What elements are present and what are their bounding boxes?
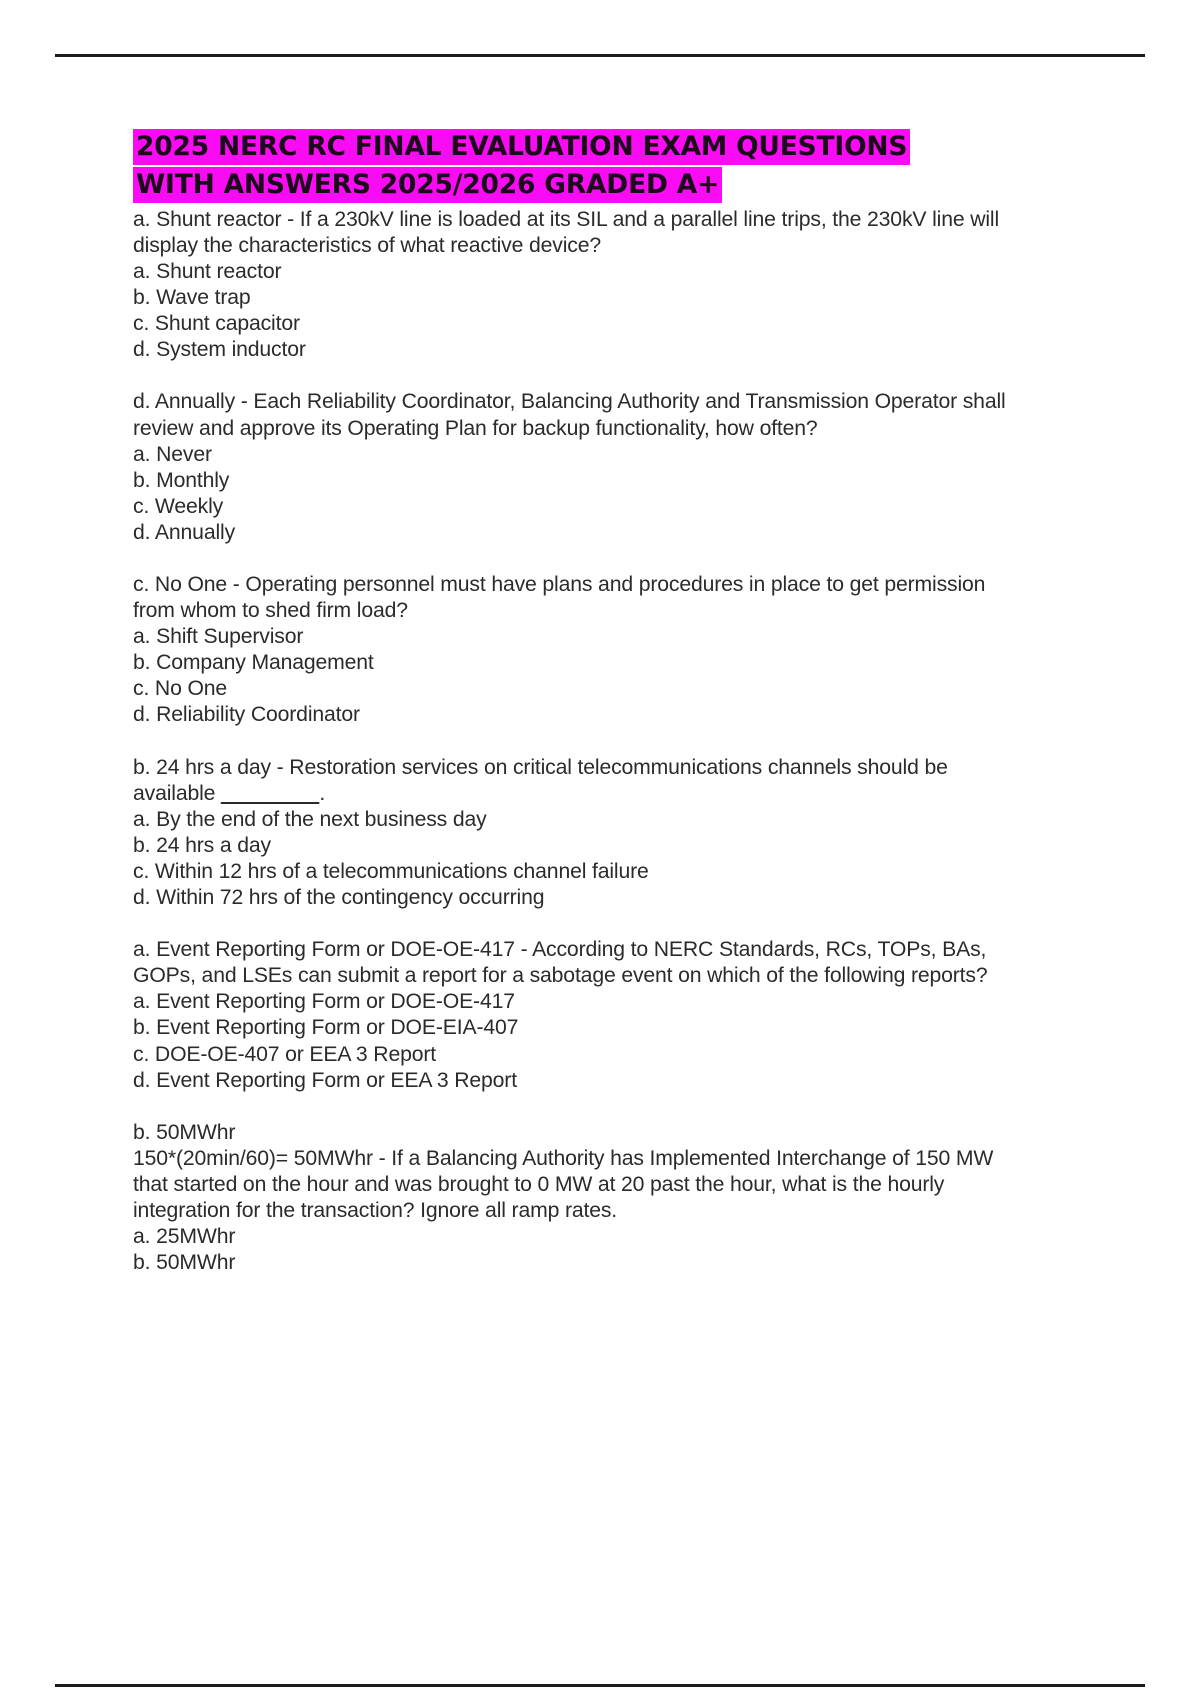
question-block-5 bbox=[133, 937, 1013, 1094]
question-block-2 bbox=[133, 389, 1013, 546]
question-4-option-d: d. Within 72 hrs of the contingency occurring bbox=[133, 886, 545, 910]
question-block-3 bbox=[133, 572, 1013, 729]
question-6-option-a: a. 25MWhr bbox=[133, 1225, 236, 1249]
title-line-2-row bbox=[133, 168, 1013, 202]
question-2-option-d: d. Annually bbox=[133, 520, 236, 544]
spacer-2 bbox=[133, 546, 1013, 572]
title-line-2: WITH ANSWERS 2025/2026 GRADED A+ bbox=[133, 167, 722, 203]
page-bottom-rule bbox=[55, 1684, 1145, 1687]
question-3-option-a: a. Shift Supervisor bbox=[133, 625, 304, 649]
question-5-option-d: d. Event Reporting Form or EEA 3 Report bbox=[133, 1068, 517, 1092]
question-2-option-b: b. Monthly bbox=[133, 468, 230, 492]
question-1-option-d: d. System inductor bbox=[133, 338, 306, 362]
question-2-option-c: c. Weekly bbox=[133, 494, 224, 518]
spacer-4 bbox=[133, 911, 1013, 937]
question-4-answer-stem bbox=[133, 755, 1013, 807]
question-5-answer-stem: a. Event Reporting Form or DOE-OE-417 - According to NERC Standards, RCs, TOPs, BAs, GOPs, and LSEs can submit a report for a sabotage event on which of the following reports? bbox=[133, 938, 988, 988]
question-5-option-b: b. Event Reporting Form or DOE-EIA-407 bbox=[133, 1016, 519, 1040]
question-1-option-a: a. Shunt reactor bbox=[133, 260, 282, 284]
page-top-rule bbox=[55, 54, 1145, 57]
question-block-4 bbox=[133, 755, 1013, 912]
question-1-answer-stem: a. Shunt reactor - If a 230kV line is loaded at its SIL and a parallel line trips, the 230kV line will display the characteristics of what reactive device? bbox=[133, 207, 1000, 257]
title-line-1: 2025 NERC RC FINAL EVALUATION EXAM QUESTIONS bbox=[133, 129, 910, 165]
question-5-option-c: c. DOE-OE-407 or EEA 3 Report bbox=[133, 1042, 436, 1066]
question-4-option-c: c. Within 12 hrs of a telecommunications channel failure bbox=[133, 859, 649, 883]
question-6-answer: b. 50MWhr bbox=[133, 1120, 236, 1144]
question-1-option-c: c. Shunt capacitor bbox=[133, 312, 300, 336]
spacer-5 bbox=[133, 1094, 1013, 1120]
question-4-option-a: a. By the end of the next business day bbox=[133, 807, 487, 831]
question-4-blank: ________ bbox=[221, 781, 320, 805]
title-line-1-row bbox=[133, 130, 1013, 164]
question-1-option-b: b. Wave trap bbox=[133, 286, 251, 310]
question-block-6 bbox=[133, 1120, 1013, 1277]
question-3-option-c: c. No One bbox=[133, 677, 228, 701]
question-4-option-b: b. 24 hrs a day bbox=[133, 833, 271, 857]
question-6-answer-stem: 150*(20min/60)= 50MWhr - If a Balancing Authority has Implemented Interchange of 150 MW that started on the hour and was brought to 0 MW at 20 past the hour, what is the hourly integration for the transaction? Ignore all ramp rates. bbox=[133, 1146, 994, 1222]
question-block-1 bbox=[133, 207, 1013, 364]
question-4-stem-post: . bbox=[319, 781, 326, 805]
spacer-1 bbox=[133, 363, 1013, 389]
page-title bbox=[133, 130, 1013, 203]
question-4-stem-pre: b. 24 hrs a day - Restoration services on critical telecommunications channels should be available bbox=[133, 755, 948, 805]
question-2-answer-stem: d. Annually - Each Reliability Coordinator, Balancing Authority and Transmission Operator shall review and approve its Operating Plan for backup functionality, how often? bbox=[133, 390, 1006, 440]
document-content bbox=[133, 130, 1013, 1276]
question-5-option-a: a. Event Reporting Form or DOE-OE-417 bbox=[133, 990, 515, 1014]
question-3-answer-stem: c. No One - Operating personnel must have plans and procedures in place to get permission from whom to shed firm load? bbox=[133, 573, 986, 623]
question-2-option-a: a. Never bbox=[133, 442, 212, 466]
question-6-option-b: b. 50MWhr bbox=[133, 1251, 236, 1275]
spacer-3 bbox=[133, 729, 1013, 755]
question-3-option-b: b. Company Management bbox=[133, 651, 374, 675]
question-3-option-d: d. Reliability Coordinator bbox=[133, 703, 360, 727]
